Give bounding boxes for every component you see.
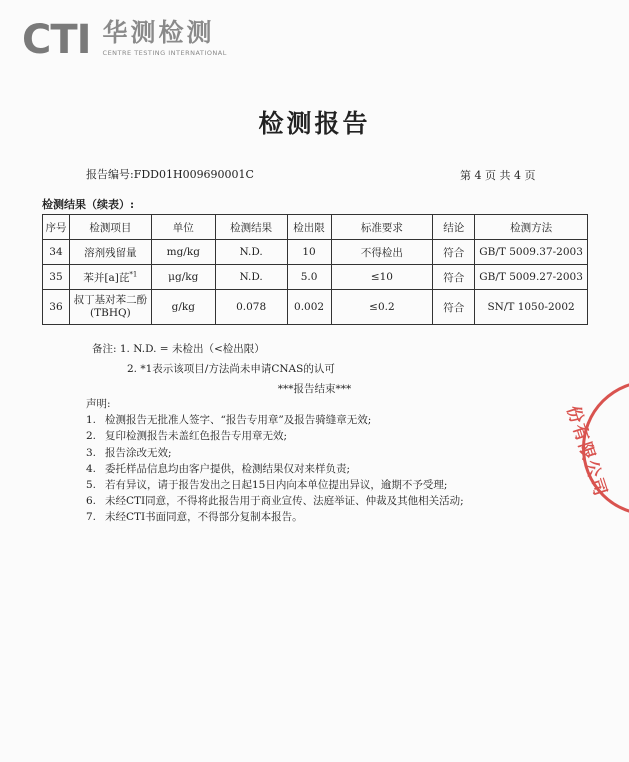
statement — [86, 396, 464, 526]
cell-method: SN/T 1050-2002 — [475, 290, 588, 325]
cell-unit: μg/kg — [151, 265, 215, 290]
cell-result: N.D. — [215, 265, 287, 290]
results-table — [42, 214, 588, 325]
page-title: 检测报告 — [258, 109, 371, 138]
cell-unit: g/kg — [151, 290, 215, 325]
report-number: 报告编号:FDD01H009690001C — [86, 168, 254, 181]
header-no: 序号 — [43, 215, 70, 240]
note-line-1: 备注: 1. N.D. = 未检出（<检出限） — [92, 343, 265, 355]
notes — [92, 339, 335, 379]
cell-method: GB/T 5009.37-2003 — [475, 240, 588, 265]
note-line-2: 2. *1表示该项目/方法尚未申请CNAS的认可 — [127, 363, 335, 375]
company-logo — [22, 18, 227, 62]
cell-requirement: ≤0.2 — [331, 290, 433, 325]
statement-item: 7. 未经CTI书面同意，不得部分复制本报告。 — [86, 511, 303, 524]
header-limit: 检出限 — [287, 215, 331, 240]
cell-unit: mg/kg — [151, 240, 215, 265]
cell-limit: 10 — [287, 240, 331, 265]
seal-text: 份有限公司 — [562, 403, 611, 501]
header-method: 检测方法 — [475, 215, 588, 240]
cell-result: N.D. — [215, 240, 287, 265]
cell-item — [69, 265, 151, 290]
header-conclusion: 结论 — [433, 215, 475, 240]
cell-no: 36 — [43, 290, 70, 325]
table-row — [43, 240, 588, 265]
table-row — [43, 290, 588, 325]
cell-method: GB/T 5009.27-2003 — [475, 265, 588, 290]
cell-conclusion: 符合 — [433, 290, 475, 325]
header-result: 检测结果 — [215, 215, 287, 240]
section-title: 检测结果（续表）: — [42, 198, 135, 211]
statement-item: 6. 未经CTI同意，不得将此报告用于商业宣传、法庭举证、仲裁及其他相关活动; — [86, 495, 464, 508]
statement-item: 2. 复印检测报告未盖红色报告专用章无效; — [86, 430, 288, 443]
cell-requirement: 不得检出 — [331, 240, 433, 265]
cell-conclusion: 符合 — [433, 265, 475, 290]
cell-item — [69, 290, 151, 325]
statement-item: 4. 委托样品信息均由客户提供，检测结果仅对来样负责; — [86, 462, 351, 475]
cell-limit: 5.0 — [287, 265, 331, 290]
logo-abbreviation: CTI — [22, 17, 91, 63]
report-end-mark: ***报告结束*** — [277, 383, 352, 395]
statement-item: 5. 若有异议，请于报告发出之日起15日内向本单位提出异议，逾期不予受理; — [86, 479, 448, 492]
statement-title: 声明: — [86, 398, 111, 410]
header-unit: 单位 — [151, 215, 215, 240]
cell-limit: 0.002 — [287, 290, 331, 325]
cell-no: 34 — [43, 240, 70, 265]
statement-item: 3. 报告涂改无效; — [86, 446, 172, 459]
page-number: 第 4 页 共 4 页 — [460, 169, 536, 182]
item-name-line2: (TBHQ) — [90, 307, 131, 319]
logo-english-name: CENTRE TESTING INTERNATIONAL — [102, 49, 227, 57]
logo-chinese-name: 华测检测 — [102, 18, 215, 47]
cell-item: 溶剂残留量 — [69, 240, 151, 265]
cell-no: 35 — [43, 265, 70, 290]
table-header-row — [43, 215, 588, 240]
item-name: 苯并[a]芘 — [83, 271, 130, 284]
header-requirement: 标准要求 — [331, 215, 433, 240]
cell-conclusion: 符合 — [433, 240, 475, 265]
table-row — [43, 265, 588, 290]
statement-item: 1. 检测报告无批准人签字、“报告专用章”及报告骑缝章无效; — [86, 414, 372, 427]
item-name-line1: 叔丁基对苯二酚 — [73, 294, 148, 306]
cell-result: 0.078 — [215, 290, 287, 325]
header-item: 检测项目 — [69, 215, 151, 240]
item-footnote-mark: *1 — [129, 270, 138, 278]
cell-requirement: ≤10 — [331, 265, 433, 290]
